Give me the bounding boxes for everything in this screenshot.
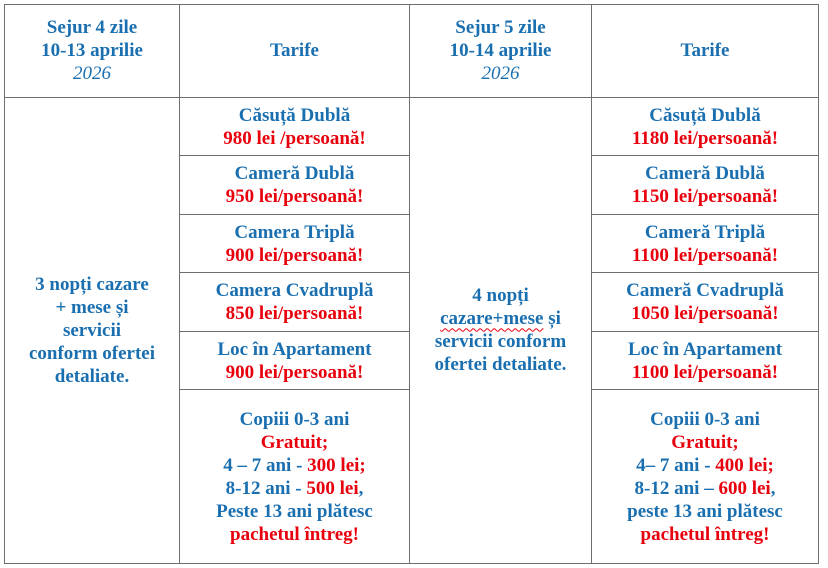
kids-cell-5: Copiii 0-3 ani Gratuit; 4– 7 ani - 400 lei; 8-12 ani – 600 lei, peste 13 ani plătesc pachetul întreg! bbox=[592, 390, 819, 564]
room-name: Camera Cvadruplă bbox=[215, 280, 374, 302]
room-name: Loc în Apartament bbox=[627, 338, 783, 360]
room-price: 900 lei/persoană! bbox=[225, 361, 364, 383]
room-cell bbox=[180, 156, 410, 215]
room-price: 850 lei/persoană! bbox=[225, 303, 364, 325]
kids-cell-4: Copiii 0-3 ani Gratuit; 4 – 7 ani - 300 lei; 8-12 ani - 500 lei, Peste 13 ani plătesc pachetul întreg! bbox=[180, 390, 410, 564]
sejur4-title: Sejur 4 zile bbox=[46, 17, 138, 39]
room-name: Căsuță Dublă bbox=[238, 104, 351, 126]
room-price: 1150 lei/persoană! bbox=[631, 186, 779, 208]
sejur5-title: Sejur 5 zile bbox=[455, 17, 546, 39]
header-row bbox=[5, 5, 819, 98]
sejur4-dates: 10-13 aprilie bbox=[41, 40, 143, 62]
pricing-table bbox=[4, 4, 819, 564]
sejur5-description: 4 nopți cazare+mese și servicii conform ofertei detaliate. bbox=[410, 97, 592, 563]
room-name: Cameră Dublă bbox=[645, 163, 765, 185]
room-price: 1180 lei/persoană! bbox=[631, 127, 779, 149]
room-name: Camera Triplă bbox=[234, 221, 355, 243]
room-cell bbox=[180, 331, 410, 390]
header-sejur4 bbox=[5, 5, 180, 98]
room-cell bbox=[592, 97, 819, 156]
room-cell bbox=[592, 273, 819, 332]
room-cell bbox=[180, 273, 410, 332]
table-row bbox=[5, 97, 819, 156]
room-cell bbox=[592, 331, 819, 390]
room-cell bbox=[592, 156, 819, 215]
room-price: 900 lei/persoană! bbox=[225, 244, 364, 266]
room-price: 950 lei/persoană! bbox=[225, 186, 364, 208]
room-name: Cameră Cvadruplă bbox=[626, 280, 784, 302]
sejur5-year: 2026 bbox=[481, 63, 520, 85]
room-name: Căsuță Dublă bbox=[649, 104, 761, 126]
sejur4-description: 3 nopți cazare + mese și servicii conform ofertei detaliate. bbox=[5, 97, 180, 563]
header-tarife-5: Tarife bbox=[592, 5, 819, 98]
room-name: Loc în Apartament bbox=[217, 338, 372, 360]
room-cell bbox=[592, 214, 819, 273]
room-cell bbox=[180, 97, 410, 156]
header-sejur5 bbox=[410, 5, 592, 98]
sejur4-year: 2026 bbox=[73, 63, 111, 85]
room-name: Cameră Dublă bbox=[234, 163, 355, 185]
room-price: 980 lei /persoană! bbox=[223, 127, 366, 149]
sejur5-dates: 10-14 aprilie bbox=[449, 40, 552, 62]
room-price: 1100 lei/persoană! bbox=[631, 244, 779, 266]
header-tarife-4: Tarife bbox=[180, 5, 410, 98]
room-cell bbox=[180, 214, 410, 273]
room-name: Cameră Triplă bbox=[644, 221, 766, 243]
room-price: 1100 lei/persoană! bbox=[631, 361, 779, 383]
room-price: 1050 lei/persoană! bbox=[631, 303, 779, 325]
